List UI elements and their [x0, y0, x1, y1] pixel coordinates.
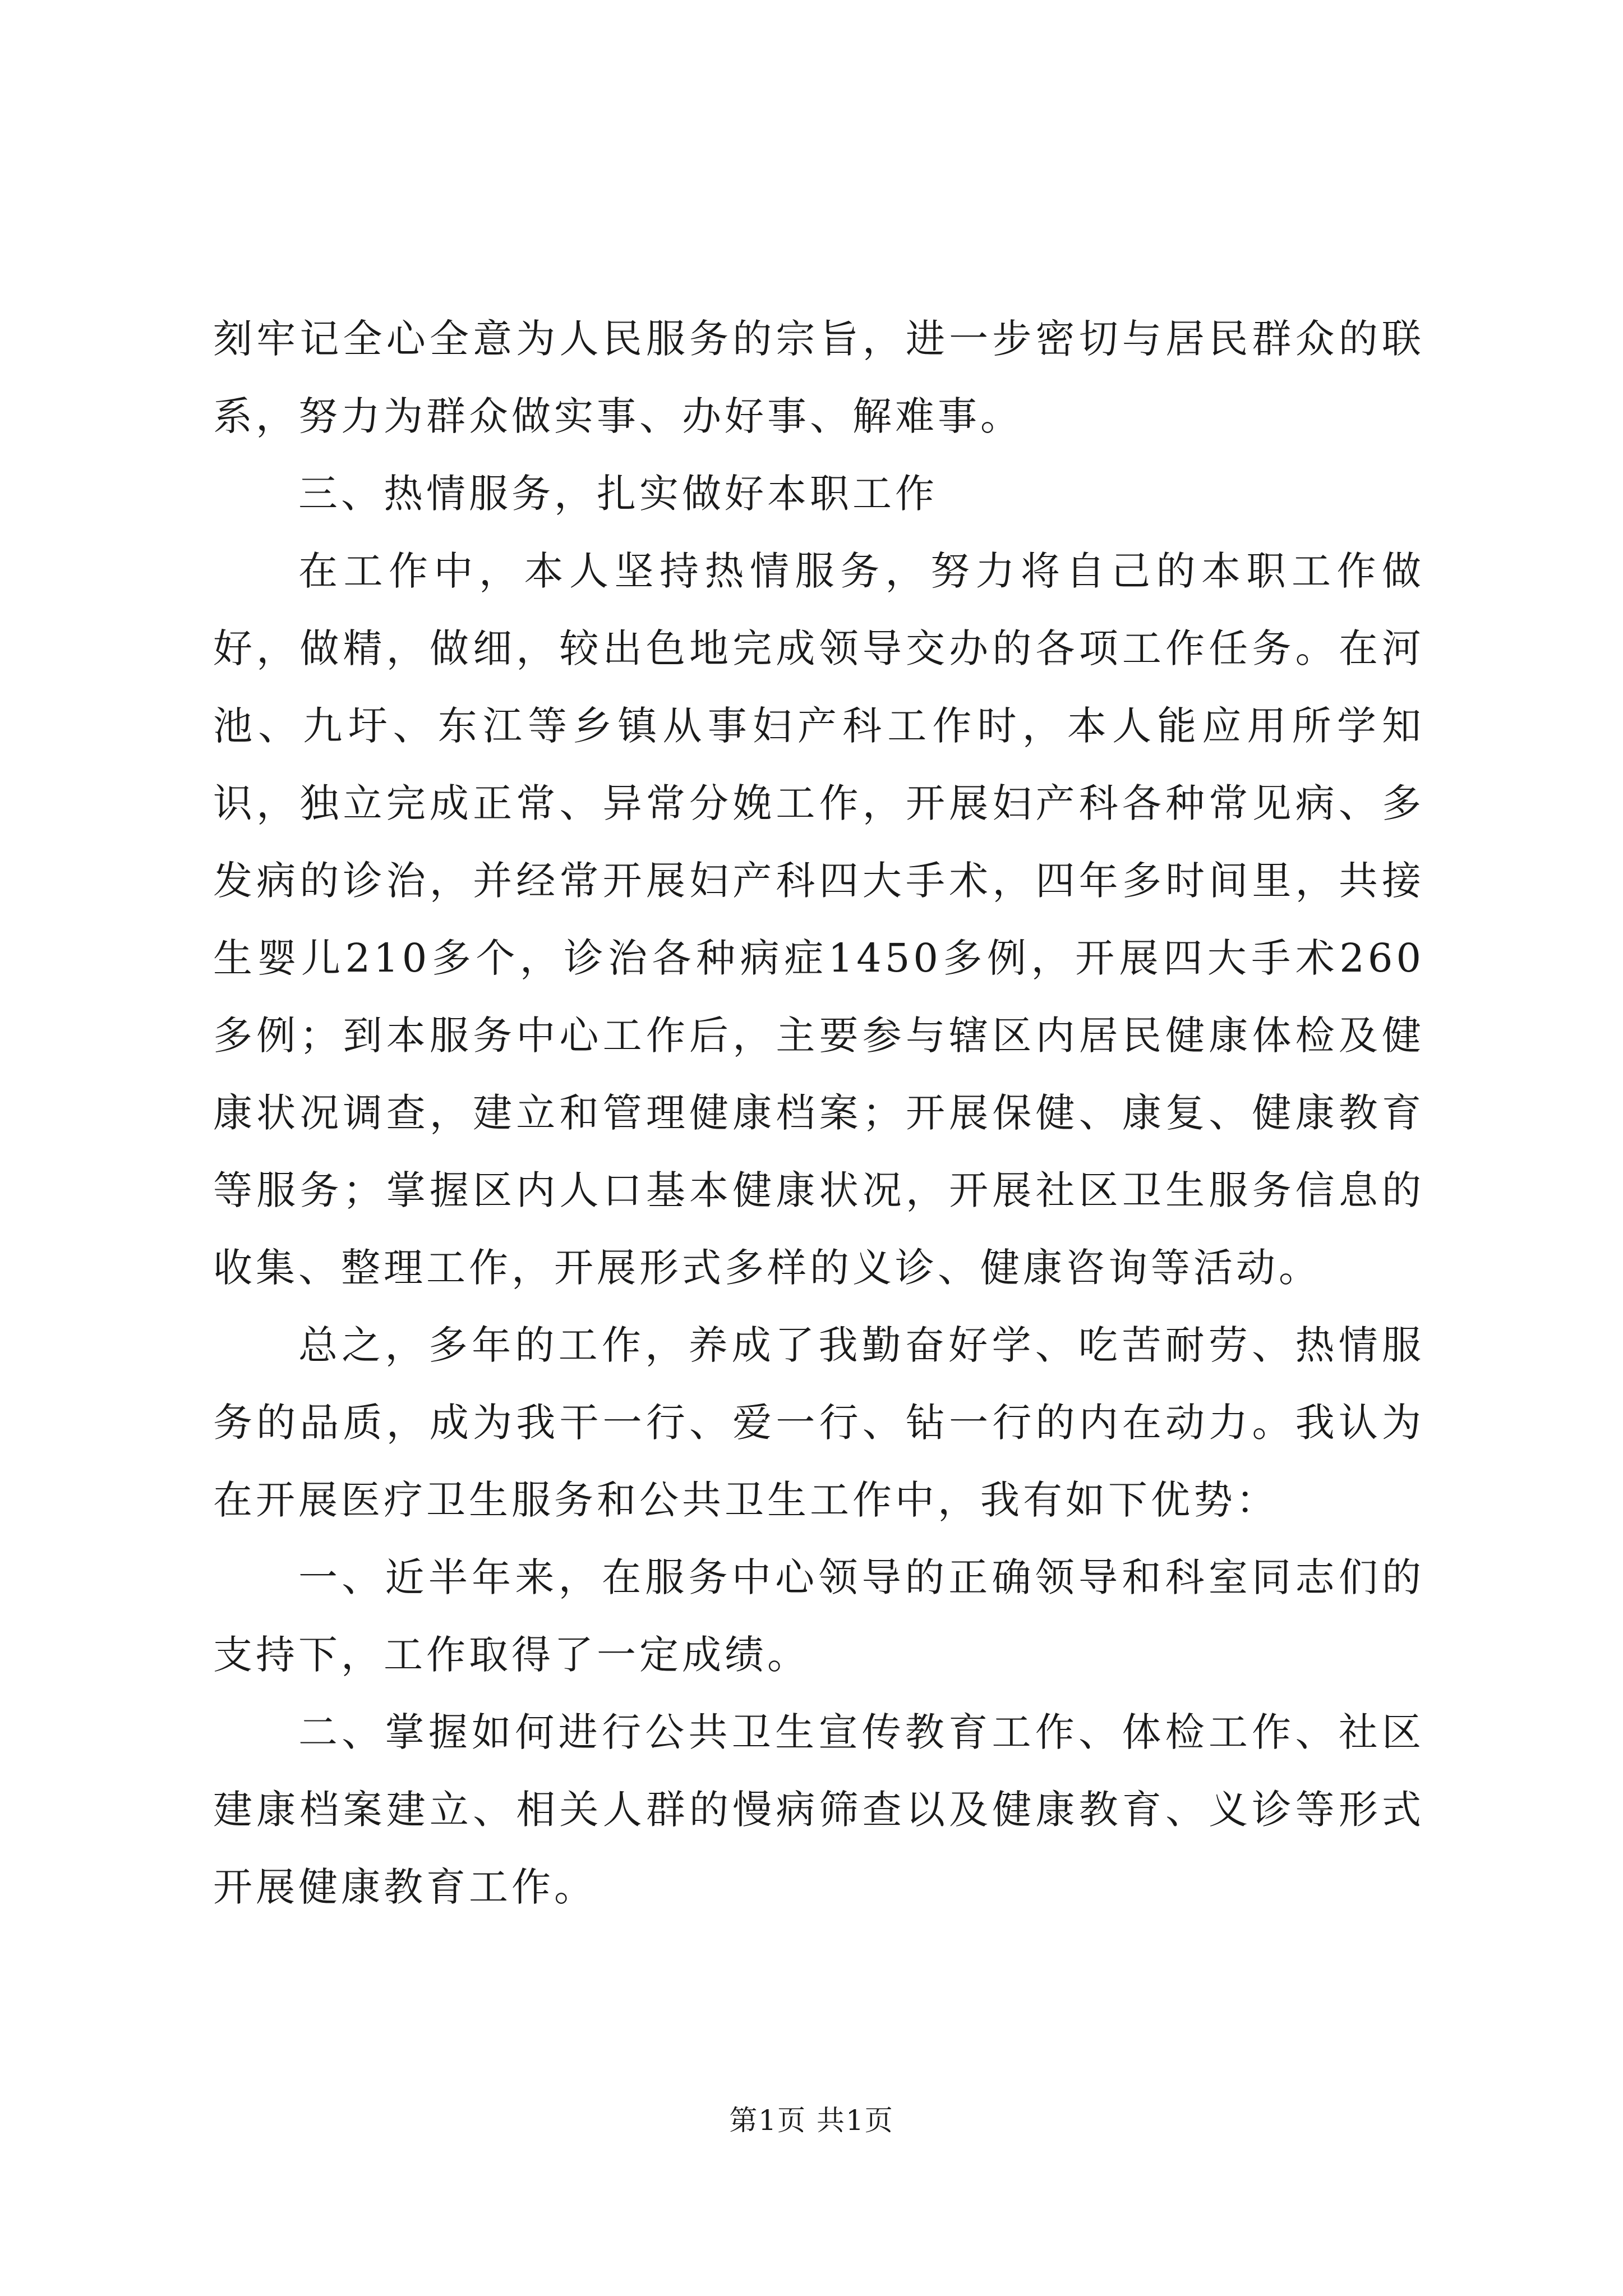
document-body	[213, 300, 1424, 1926]
paragraph-summary: 总之，多年的工作，养成了我勤奋好学、吃苦耐劳、热情服务的品质，成为我干一行、爱一行、钻一行的内在动力。我认为在开展医疗卫生服务和公共卫生工作中，我有如下优势：	[213, 1322, 1424, 1523]
section-heading-3: 三、热情服务，扎实做好本职工作	[298, 471, 938, 517]
paragraph-work-details: 在工作中，本人坚持热情服务，努力将自己的本职工作做好，做精，做细，较出色地完成领导交办的各项工作任务。在河池、九圩、东江等乡镇从事妇产科工作时，本人能应用所学知识，独立完成正常、异常分娩工作，开展妇产科各种常见病、多发病的诊治，并经常开展妇产科四大手术，四年多时间里，共接生婴儿210多个，诊治各种病症1450多例，开展四大手术260多例；到本服务中心工作后，主要参与辖区内居民健康体检及健康状况调查，建立和管理健康档案；开展保健、康复、健康教育等服务；掌握区内人口基本健康状况，开展社区卫生服务信息的收集、整理工作，开展形式多样的义诊、健康咨询等活动。	[213, 548, 1424, 1291]
advantage-item-2: 二、掌握如何进行公共卫生宣传教育工作、体检工作、社区建康档案建立、相关人群的慢病筛查以及健康教育、义诊等形式开展健康教育工作。	[213, 1709, 1424, 1910]
paragraph-continuation: 刻牢记全心全意为人民服务的宗旨，进一步密切与居民群众的联系，努力为群众做实事、办好事、解难事。	[213, 316, 1424, 439]
advantage-item-1: 一、近半年来，在服务中心领导的正确领导和科室同志们的支持下，工作取得了一定成绩。	[213, 1554, 1424, 1678]
page-footer: 第1页 共1页	[729, 2104, 894, 2137]
